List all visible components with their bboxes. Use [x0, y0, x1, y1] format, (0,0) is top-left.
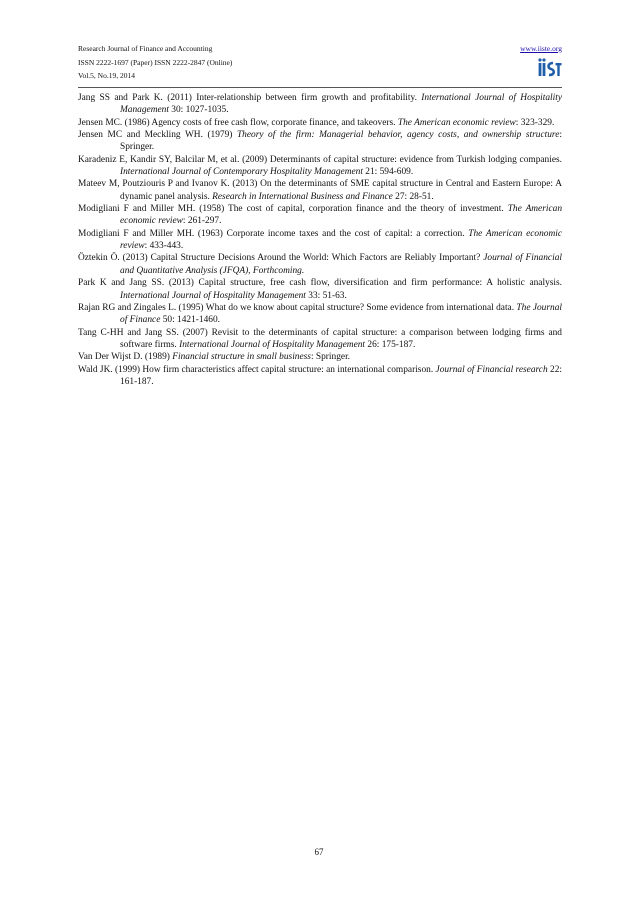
- reference-entry: [78, 203, 562, 228]
- header-rule: [78, 87, 562, 88]
- reference-text: 33: 51-63.: [305, 290, 347, 301]
- reference-text: 50: 1421-1460.: [160, 315, 220, 326]
- journal-title: Research Journal of Finance and Accounting: [78, 44, 213, 53]
- reference-source: Journal of Financial and Quantitative Analysis (JFQA), Forthcoming.: [120, 253, 562, 276]
- reference-source: Financial structure in small business: [172, 352, 311, 363]
- reference-text: Tang C-HH and Jang SS. (2007) Revisit to the determinants of capital structure: a comparison between lodging firms and software firms.: [78, 327, 562, 350]
- reference-text: 30: 1027-1035.: [168, 105, 229, 116]
- reference-source: The American economic review: [120, 228, 562, 252]
- reference-text: Modigliani F and Miller MH. (1963) Corporate income taxes and the cost of capital: a correction.: [78, 228, 469, 239]
- reference-source: Theory of the firm: Managerial behavior, agency costs, and ownership structure: [236, 130, 560, 141]
- issn-line: ISSN 2222-1697 (Paper) ISSN 2222-2847 (Online): [78, 57, 233, 67]
- reference-list: [78, 92, 562, 388]
- reference-text: Karadeniz E, Kandir SY, Balcilar M, et al. (2009) Determinants of capital structure: evidence from Turkish lodging companies.: [78, 154, 562, 165]
- reference-source: The Journal of Finance: [120, 302, 563, 326]
- reference-entry: [78, 364, 562, 389]
- reference-source: International Journal of Hospitality Management: [179, 339, 366, 350]
- reference-text: Mateev M, Poutziouris P and Ivanov K. (2013) On the determinants of SME capital structure in Central and Eastern Europe: A dynamic panel analysis.: [78, 179, 562, 202]
- reference-source: International Journal of Hospitality Management: [120, 290, 306, 301]
- reference-text: Wald JK. (1999) How firm characteristics affect capital structure: an international comparison.: [78, 364, 436, 375]
- reference-text: 22: 161-187.: [120, 364, 563, 387]
- reference-entry: [78, 129, 562, 154]
- reference-entry: [78, 277, 562, 302]
- reference-text: 27: 28-51.: [392, 191, 434, 202]
- reference-text: : 433-443.: [144, 241, 184, 252]
- reference-entry: [78, 117, 562, 129]
- reference-text: Park K and Jang SS. (2013) Capital structure, free cash flow, diversification and firm performance: A holistic analysis.: [78, 278, 562, 289]
- reference-text: : 261-297.: [182, 216, 222, 227]
- reference-text: 26: 175-187.: [365, 339, 416, 350]
- reference-source: The American economic review: [120, 204, 563, 227]
- reference-text: Jang SS and Park K. (2011) Inter-relationship between firm growth and profitability.: [78, 93, 422, 103]
- page-header: [78, 42, 562, 88]
- reference-text: Modigliani F and Miller MH. (1958) The cost of capital, corporation finance and the theory of investment.: [78, 204, 508, 215]
- volume-line: Vol.5, No.19, 2014: [78, 71, 135, 80]
- reference-source: Journal of Financial research: [435, 364, 548, 375]
- journal-url-link[interactable]: www.iiste.org: [520, 44, 562, 53]
- reference-entry: [78, 327, 562, 352]
- reference-text: Jensen MC. (1986) Agency costs of free cash flow, corporate finance, and takeovers.: [78, 117, 398, 128]
- reference-source: The American economic review: [397, 117, 516, 128]
- page-number: 67: [314, 847, 324, 857]
- reference-entry: [78, 228, 562, 253]
- reference-text: Jensen MC and Meckling WH. (1979): [78, 130, 237, 141]
- reference-text: : Springer.: [310, 352, 351, 363]
- reference-entry: [78, 302, 562, 327]
- reference-text: Van Der Wijst D. (1989): [78, 352, 173, 363]
- reference-text: 21: 594-609.: [362, 167, 414, 178]
- reference-source: International Journal of Contemporary Hospitality Management: [120, 167, 363, 178]
- reference-text: Öztekin Ö. (2013) Capital Structure Decisions Around the World: Which Factors are Reliably Important?: [78, 253, 484, 264]
- reference-entry: [78, 178, 562, 203]
- iiste-logo: [536, 57, 562, 79]
- reference-text: : 323-329.: [515, 117, 555, 128]
- reference-entry: [78, 92, 562, 117]
- reference-entry: [78, 154, 562, 179]
- reference-entry: [78, 252, 562, 277]
- reference-source: International Journal of Hospitality Management: [120, 93, 562, 116]
- reference-text: : Springer.: [120, 130, 562, 153]
- reference-text: Rajan RG and Zingales L. (1995) What do we know about capital structure? Some evidence from international data.: [78, 302, 517, 313]
- reference-source: Research in International Business and Finance: [212, 191, 393, 202]
- reference-entry: [78, 351, 562, 363]
